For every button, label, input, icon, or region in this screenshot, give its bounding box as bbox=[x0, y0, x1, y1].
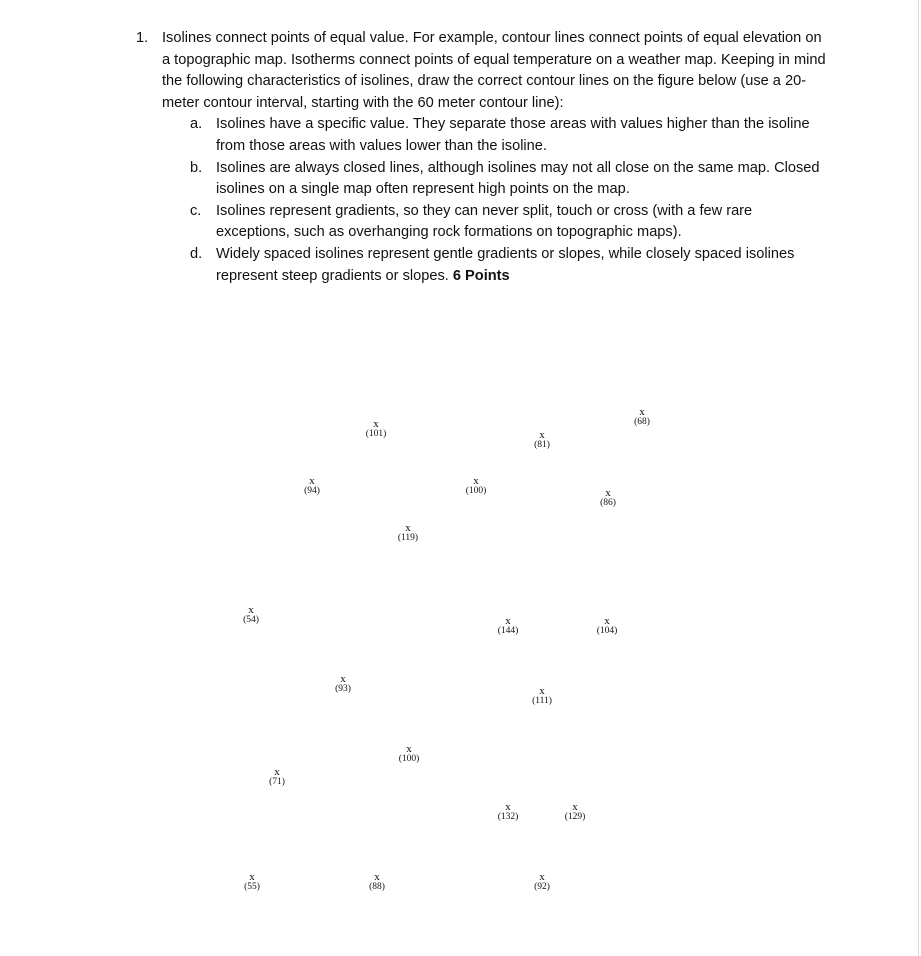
point-marker: x bbox=[248, 604, 254, 616]
elevation-value: (55) bbox=[244, 882, 260, 892]
elevation-value: (68) bbox=[634, 417, 650, 427]
elevation-point bbox=[247, 767, 307, 787]
list-text: Widely spaced isolines represent gentle gradients or slopes, while closely spaced isolines represent steep gradients or slopes. bbox=[216, 245, 795, 284]
point-marker: x bbox=[405, 522, 411, 534]
elevation-value: (94) bbox=[304, 486, 320, 496]
point-marker: x bbox=[373, 418, 379, 430]
point-marker: x bbox=[539, 871, 545, 883]
elevation-value: (111) bbox=[532, 696, 552, 706]
elevation-value: (54) bbox=[243, 615, 259, 625]
list-letter: b. bbox=[190, 159, 203, 176]
elevation-point bbox=[612, 407, 672, 427]
list-letter: d. bbox=[190, 245, 203, 262]
elevation-point bbox=[313, 674, 373, 694]
question-text: Isolines connect points of equal value. For example, contour lines connect points of equal elevation on a topographic map. Isotherms connect points of equal temperature on a weather map. Keeping in mind the following characteristics of isolines, draw the correct contour lines on the figure below (use a 20-meter contour interval, starting with the 60 meter contour line): bbox=[162, 30, 826, 111]
list-text: Isolines have a specific value. They separate those areas with values higher than the isoline from those areas with values lower than the isoline. bbox=[216, 116, 810, 154]
list-item-d bbox=[190, 244, 826, 287]
point-marker: x bbox=[505, 615, 511, 627]
elevation-point bbox=[347, 872, 407, 892]
elevation-value: (101) bbox=[365, 429, 387, 439]
point-marker: x bbox=[572, 801, 578, 813]
elevation-value: (88) bbox=[369, 882, 385, 892]
list-item-a bbox=[190, 114, 826, 157]
elevation-point bbox=[578, 488, 638, 508]
point-marker: x bbox=[605, 487, 611, 499]
point-marker: x bbox=[604, 615, 610, 627]
point-marker: x bbox=[539, 429, 545, 441]
elevation-point bbox=[222, 872, 282, 892]
point-marker: x bbox=[473, 475, 479, 487]
elevation-point bbox=[446, 476, 506, 496]
list-item-b bbox=[190, 158, 826, 201]
point-marker: x bbox=[505, 801, 511, 813]
elevation-point bbox=[346, 419, 406, 439]
elevation-value: (81) bbox=[534, 440, 550, 450]
elevation-value: (93) bbox=[335, 684, 351, 694]
elevation-point bbox=[512, 430, 572, 450]
point-marker: x bbox=[539, 685, 545, 697]
list-text: Isolines represent gradients, so they can never split, touch or cross (with a few rare exceptions, such as overhanging rock formations on topographic maps). bbox=[216, 202, 753, 241]
list-letter: a. bbox=[190, 116, 203, 133]
elevation-point bbox=[545, 802, 605, 822]
elevation-point bbox=[379, 744, 439, 764]
point-marker: x bbox=[374, 871, 380, 883]
point-marker: x bbox=[309, 475, 315, 487]
elevation-value: (144) bbox=[497, 626, 519, 636]
point-marker: x bbox=[340, 673, 346, 685]
elevation-value: (100) bbox=[398, 754, 420, 764]
elevation-value: (71) bbox=[269, 777, 285, 787]
elevation-value: (92) bbox=[534, 882, 550, 892]
elevation-point bbox=[478, 802, 538, 822]
elevation-value: (100) bbox=[465, 486, 487, 496]
elevation-point bbox=[512, 686, 572, 706]
list-item-c bbox=[190, 201, 826, 244]
elevation-value: (86) bbox=[600, 498, 616, 508]
page-edge bbox=[918, 0, 919, 956]
list-text: Isolines are always closed lines, although isolines may not all close on the same map. Closed isolines on a single map often represent high points on the map. bbox=[216, 159, 820, 198]
elevation-value: (129) bbox=[564, 812, 586, 822]
question-1 bbox=[136, 28, 826, 287]
point-marker: x bbox=[406, 743, 412, 755]
elevation-point bbox=[282, 476, 342, 496]
elevation-point bbox=[378, 523, 438, 543]
question-number: 1. bbox=[136, 30, 149, 46]
elevation-point bbox=[577, 616, 637, 636]
point-marker: x bbox=[249, 871, 255, 883]
elevation-value: (132) bbox=[497, 812, 519, 822]
elevation-point bbox=[512, 872, 572, 892]
points-label: 6 Points bbox=[452, 267, 510, 284]
elevation-value: (104) bbox=[596, 626, 618, 636]
list-letter: c. bbox=[190, 202, 202, 219]
point-marker: x bbox=[639, 406, 645, 418]
point-marker: x bbox=[274, 766, 280, 778]
elevation-point bbox=[478, 616, 538, 636]
elevation-point bbox=[221, 605, 281, 625]
elevation-value: (119) bbox=[397, 533, 419, 543]
